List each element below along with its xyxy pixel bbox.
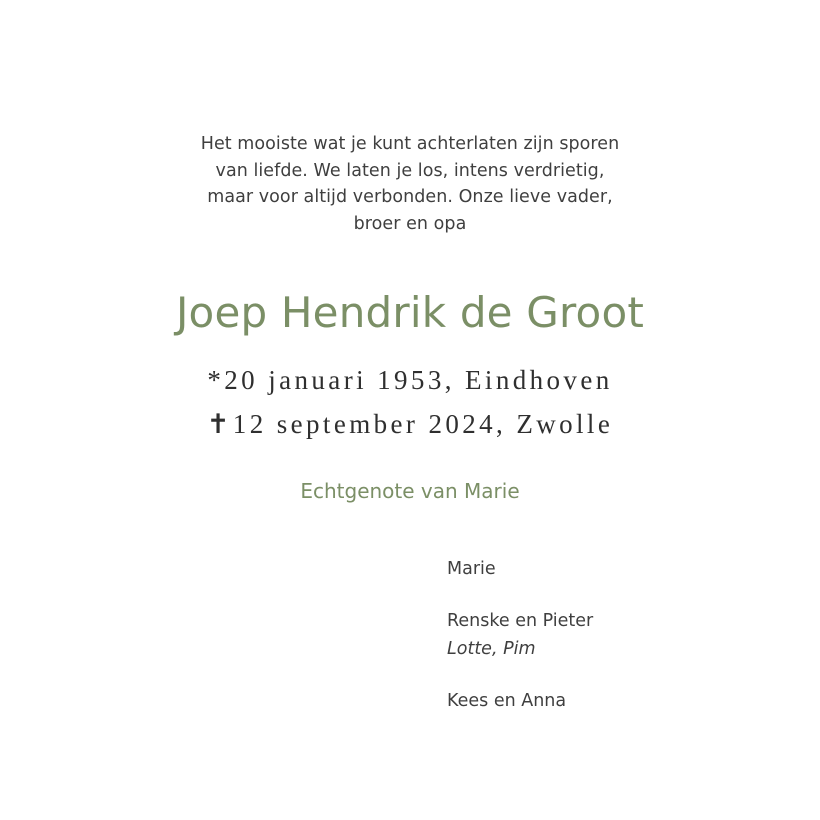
death-date: ✝12 september 2024, Zwolle <box>206 409 614 439</box>
family-list <box>447 555 593 715</box>
memorial-poem <box>0 131 820 237</box>
family-group <box>447 607 593 663</box>
family-spouse: Marie <box>447 559 496 579</box>
family-grandchildren: Lotte, Pim <box>447 639 536 659</box>
birth-date: *20 januari 1953, Eindhoven <box>207 365 613 395</box>
poem-line: van liefde. We laten je los, intens verdrietig, <box>215 160 605 181</box>
family-child-couple: Renske en Pieter <box>447 611 594 631</box>
poem-line: maar voor altijd verbonden. Onze lieve vader, <box>207 187 613 207</box>
spouse-line: Echtgenote van Marie <box>300 479 520 503</box>
poem-line: broer en opa <box>353 213 467 234</box>
family-group <box>447 687 593 715</box>
deceased-name: Joep Hendrik de Groot <box>175 288 645 337</box>
family-child-couple: Kees en Anna <box>447 691 567 711</box>
poem-line: Het mooiste wat je kunt achterlaten zijn sporen <box>200 134 620 154</box>
